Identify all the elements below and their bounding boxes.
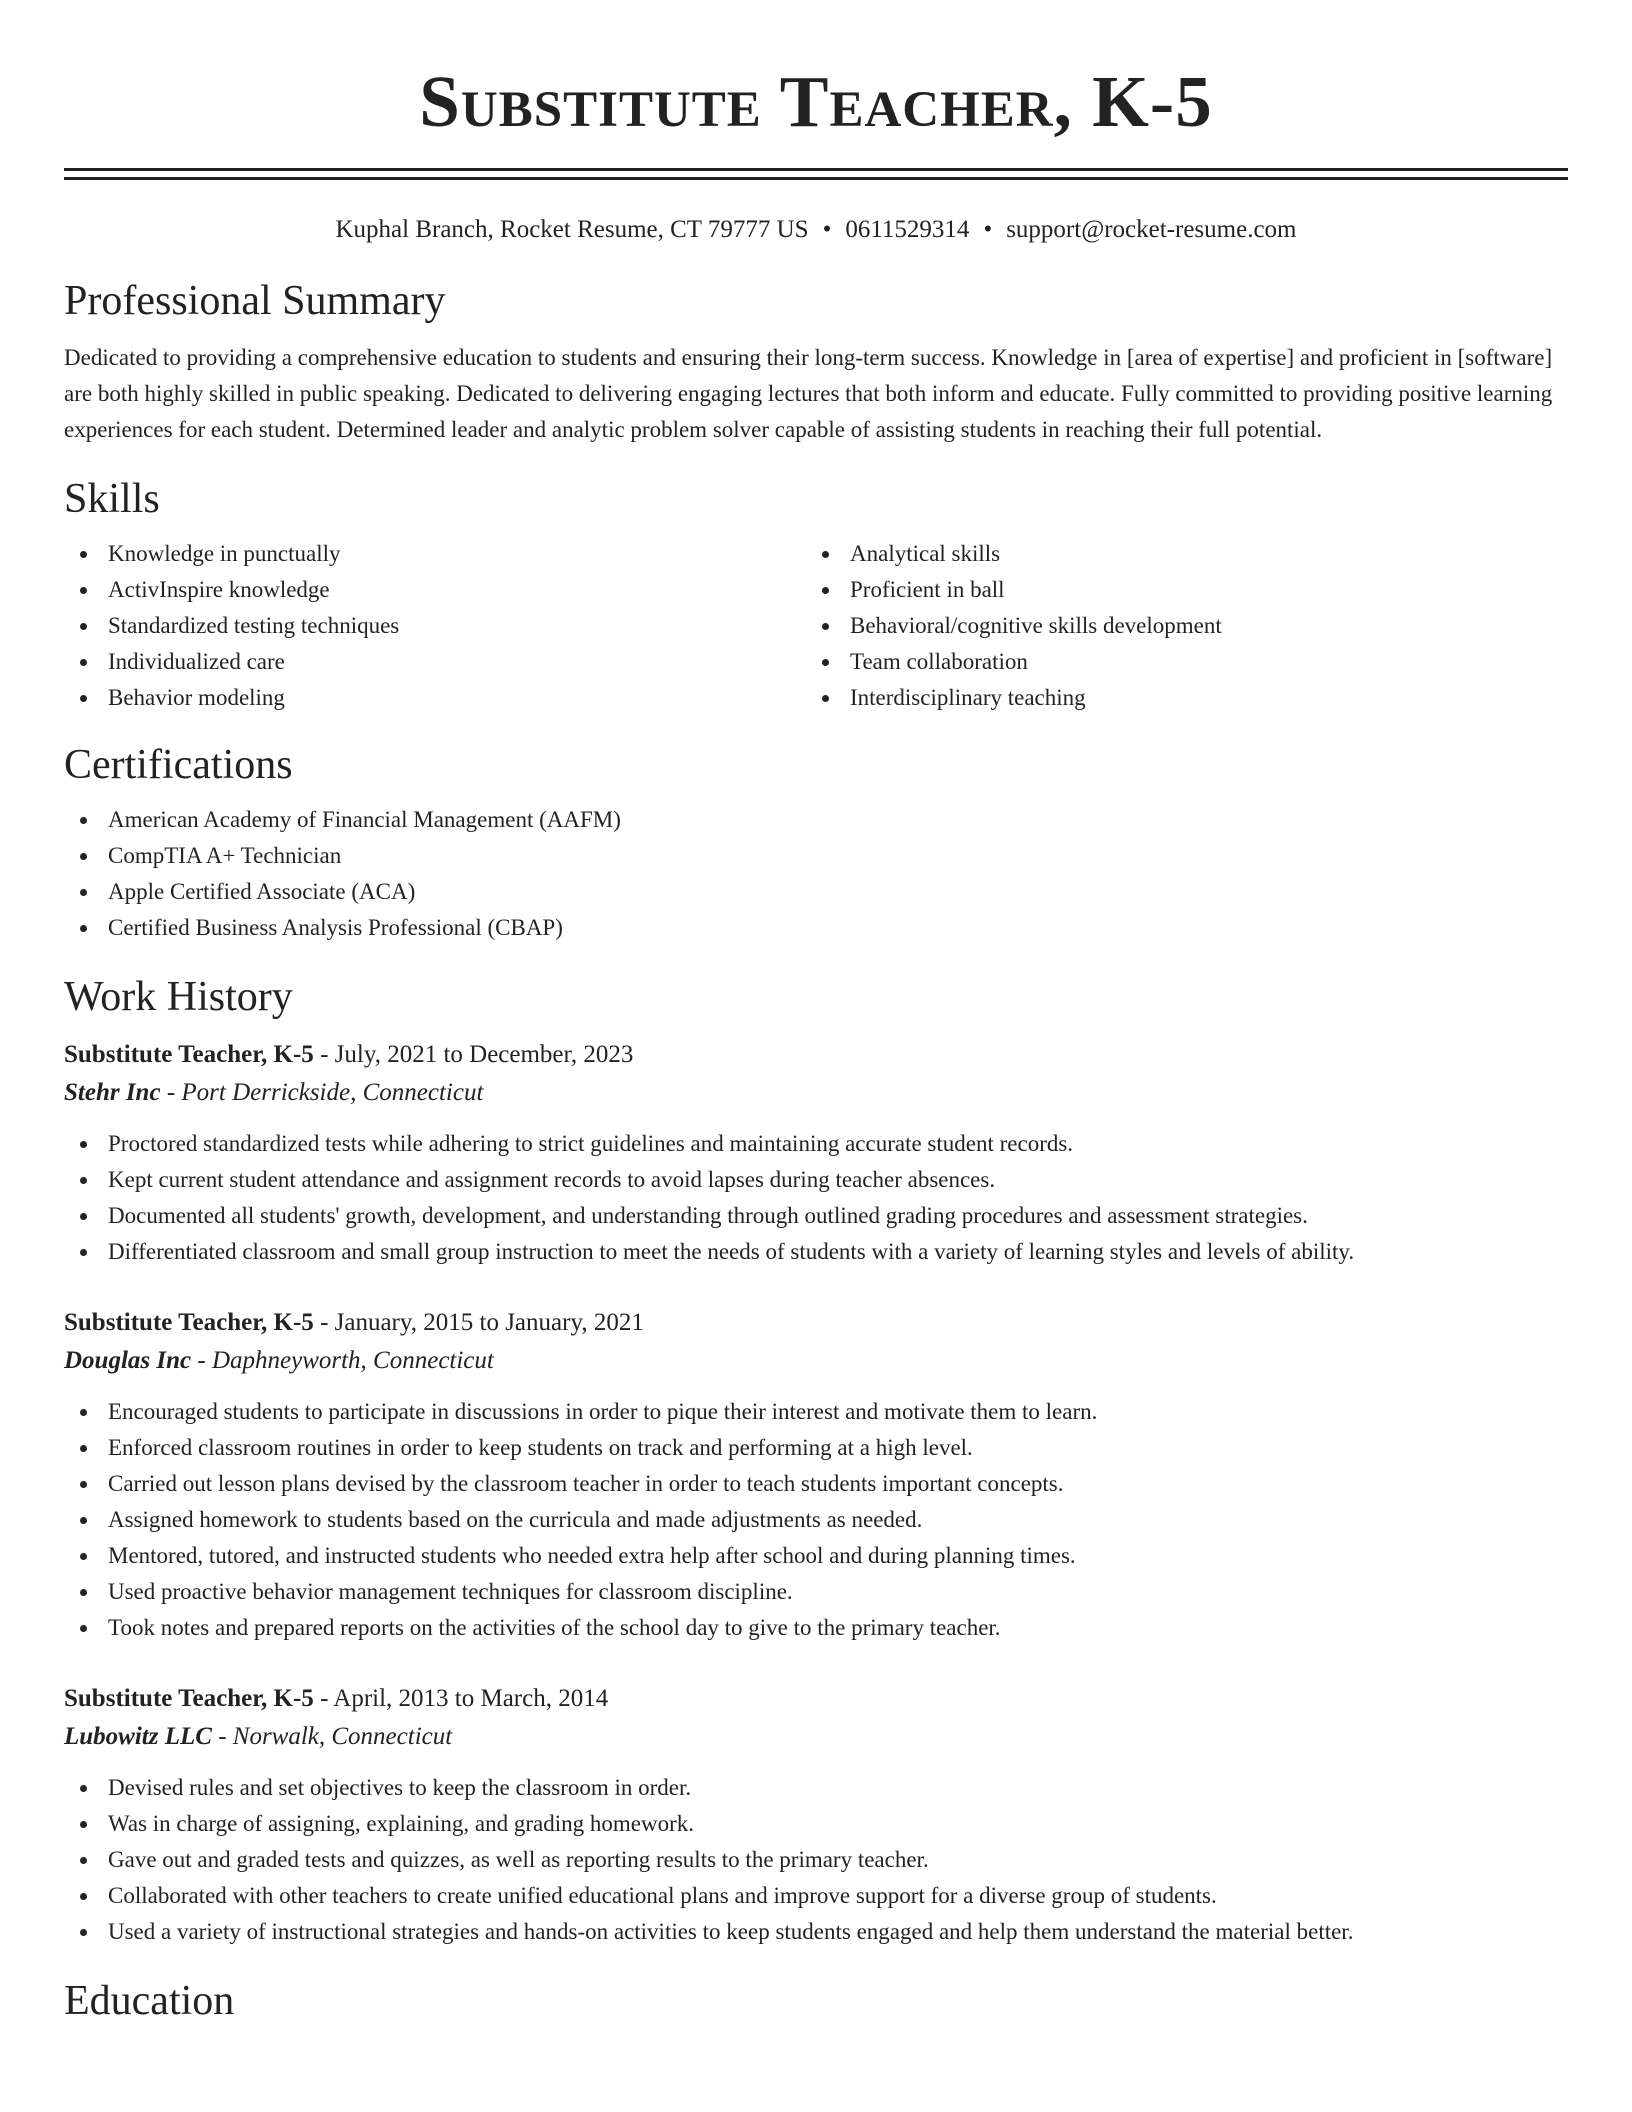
job-dates: - January, 2015 to January, 2021 [313,1309,644,1336]
job-bullet: Used a variety of instructional strategies and hands-on activities to keep students engaged and help them understand the material better. [64,1914,1568,1950]
job-bullet: Assigned homework to students based on the curricula and made adjustments as needed. [64,1502,1568,1538]
work-history-heading: Work History [64,974,293,1020]
job-title-line [64,1304,1568,1342]
certifications-list [64,802,1568,946]
job-bullets [64,1394,1568,1646]
job-title-line [64,1680,1568,1718]
contact-phone: 0611529314 [845,216,970,243]
job-location: - Daphneyworth, Connecticut [191,1347,494,1374]
job-dates: - April, 2013 to March, 2014 [313,1685,609,1712]
job-company-line [64,1718,1568,1756]
job-role: Substitute Teacher, K-5 [64,1685,314,1712]
skill-item: ActivInspire knowledge [64,572,806,608]
job-entry [64,1036,1568,1270]
contact-email: support@rocket-resume.com [1006,216,1297,243]
skill-item: Analytical skills [806,536,1548,572]
skill-item: Behavior modeling [64,680,806,716]
job-bullet: Encouraged students to participate in discussions in order to pique their interest and motivate them to learn. [64,1394,1568,1430]
certification-item: Certified Business Analysis Professional (CBAP) [64,910,1568,946]
education-heading: Education [64,1978,235,2024]
skill-item: Standardized testing techniques [64,608,806,644]
job-dates: - July, 2021 to December, 2023 [313,1041,634,1068]
job-bullets [64,1770,1568,1950]
job-bullet: Collaborated with other teachers to create unified educational plans and improve support for a diverse group of students. [64,1878,1568,1914]
job-entry [64,1304,1568,1646]
certifications-heading: Certifications [64,742,293,788]
header-divider-top [64,168,1568,171]
skills-heading: Skills [64,476,160,522]
job-bullet: Used proactive behavior management techniques for classroom discipline. [64,1574,1568,1610]
summary-text: Dedicated to providing a comprehensive education to students and ensuring their long-term success. Knowledge in [area of expertise] and proficient in [software] are both highly skilled in public speaking. Dedicated to delivering engaging lectures that both inform and educate. Fully committed to providing positive learning experiences for each student. Determined leader and analytic problem solver capable of assisting students in reaching their full potential. [64,345,1553,442]
job-entry [64,1680,1568,1950]
job-role: Substitute Teacher, K-5 [64,1309,314,1336]
job-location: - Port Derrickside, Connecticut [160,1079,484,1106]
skills-list-right [806,536,1548,716]
skill-item: Individualized care [64,644,806,680]
contact-separator: • [983,216,993,243]
job-bullet: Kept current student attendance and assignment records to avoid lapses during teacher absences. [64,1162,1568,1198]
job-bullet: Differentiated classroom and small group instruction to meet the needs of students with a variety of learning styles and levels of ability. [64,1234,1568,1270]
job-bullet: Carried out lesson plans devised by the classroom teacher in order to teach students important concepts. [64,1466,1568,1502]
job-company-line [64,1342,1568,1380]
job-title-line [64,1036,1568,1074]
skill-item: Proficient in ball [806,572,1548,608]
skills-list-left [64,536,806,716]
job-bullet: Enforced classroom routines in order to keep students on track and performing at a high level. [64,1430,1568,1466]
header-divider-bottom [64,177,1568,180]
skill-item: Knowledge in punctually [64,536,806,572]
skill-item: Interdisciplinary teaching [806,680,1548,716]
job-location: - Norwalk, Connecticut [211,1723,453,1750]
job-company-line [64,1074,1568,1112]
job-role: Substitute Teacher, K-5 [64,1041,314,1068]
certification-item: American Academy of Financial Management (AAFM) [64,802,1568,838]
job-bullet: Gave out and graded tests and quizzes, as well as reporting results to the primary teacher. [64,1842,1568,1878]
job-bullet: Mentored, tutored, and instructed students who needed extra help after school and during planning times. [64,1538,1568,1574]
summary-heading: Professional Summary [64,278,446,324]
certification-item: CompTIA A+ Technician [64,838,1568,874]
skills-columns [64,536,1568,716]
skill-item: Team collaboration [806,644,1548,680]
job-company: Stehr Inc [64,1079,161,1106]
contact-line [64,214,1568,246]
resume-page [64,0,1568,2026]
job-bullet: Devised rules and set objectives to keep the classroom in order. [64,1770,1568,1806]
job-company: Douglas Inc [64,1347,192,1374]
job-bullet: Proctored standardized tests while adhering to strict guidelines and maintaining accurate student records. [64,1126,1568,1162]
skill-item: Behavioral/cognitive skills development [806,608,1548,644]
certification-item: Apple Certified Associate (ACA) [64,874,1568,910]
resume-name-title: Substitute Teacher, K-5 [419,61,1213,142]
job-bullet: Took notes and prepared reports on the activities of the school day to give to the primary teacher. [64,1610,1568,1646]
job-bullet: Documented all students' growth, development, and understanding through outlined grading procedures and assessment strategies. [64,1198,1568,1234]
job-bullet: Was in charge of assigning, explaining, and grading homework. [64,1806,1568,1842]
contact-address: Kuphal Branch, Rocket Resume, CT 79777 US [335,216,809,243]
contact-separator: • [822,216,832,243]
job-company: Lubowitz LLC [64,1723,212,1750]
job-bullets [64,1126,1568,1270]
